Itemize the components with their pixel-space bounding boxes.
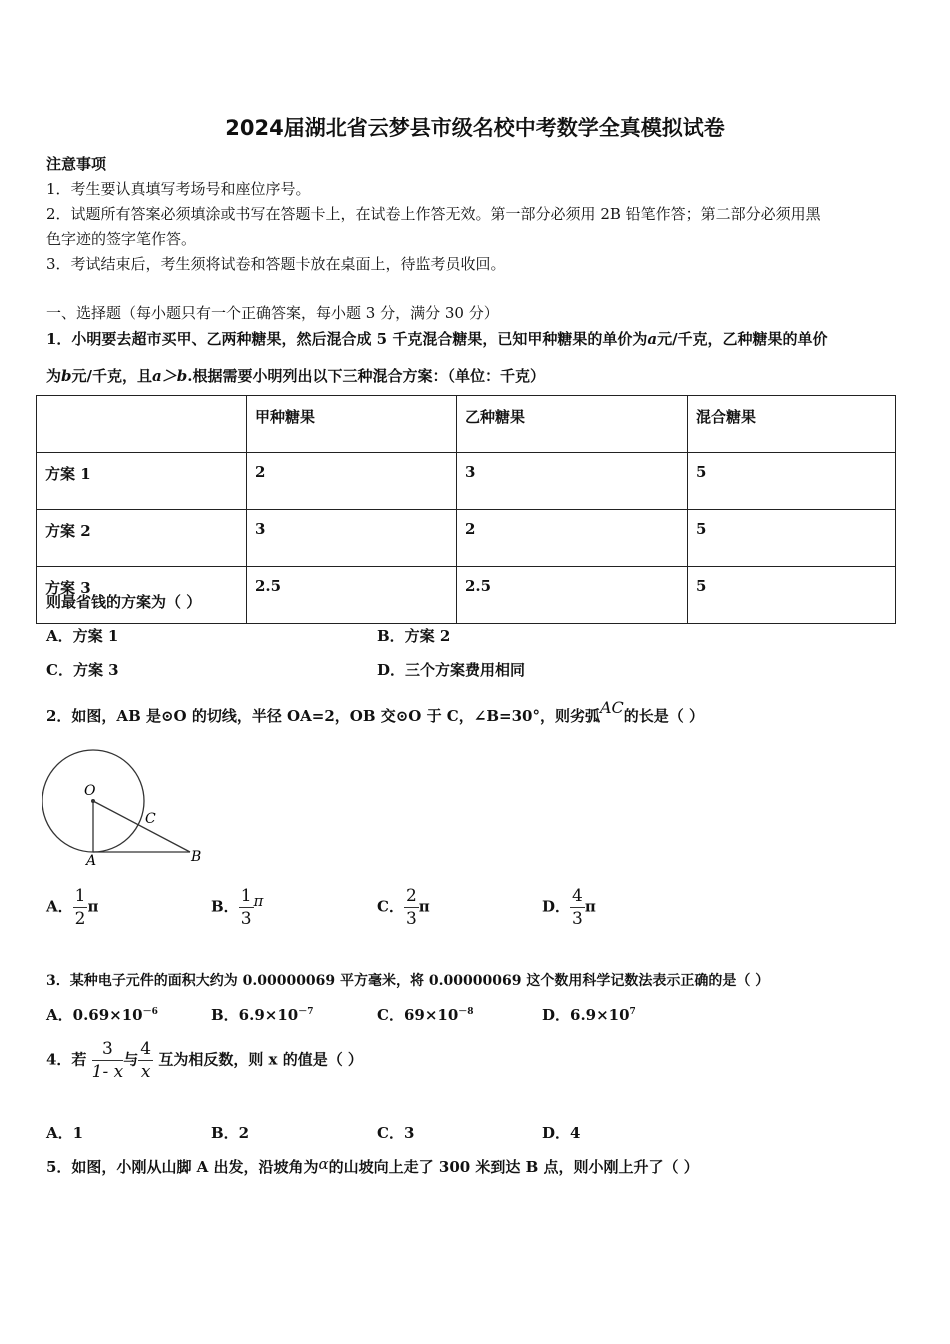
table-cell: 甲种糖果	[247, 396, 457, 453]
option-text: C．69×10	[377, 1006, 459, 1024]
table-cell: 5	[688, 510, 896, 567]
table-cell: 2.5	[457, 567, 688, 624]
fraction-4-over-x	[138, 1038, 153, 1083]
exponent: 7	[629, 1007, 636, 1017]
numerator: 1	[240, 886, 252, 906]
q1-line1	[46, 328, 828, 349]
q2-option-c[interactable]	[377, 885, 430, 930]
q4-prefix: 4．若	[46, 1050, 87, 1069]
q1-table	[36, 395, 896, 624]
table-cell: 方案 1	[37, 453, 247, 510]
denominator: x	[140, 1062, 151, 1082]
option-label: D．	[542, 897, 571, 916]
pi: π	[253, 891, 264, 910]
option-text: B．6.9×10	[211, 1006, 299, 1024]
q4-option-a[interactable]: A．1	[46, 1124, 84, 1142]
q1-prompt: 则最省钱的方案为（ ）	[46, 593, 202, 611]
q3-option-c[interactable]	[377, 1004, 474, 1025]
numerator: 4	[140, 1039, 152, 1059]
q4-option-c[interactable]: C．3	[377, 1124, 415, 1142]
table-header-row	[37, 396, 896, 453]
notice-item: 2．试题所有答案必须填涂或书写在答题卡上，在试卷上作答无效。第一部分必须用 2B 铅笔作答；第二部分必须用黑	[46, 205, 821, 223]
numerator: 1	[74, 886, 86, 906]
label-o: O	[84, 783, 96, 799]
option-label: B．	[211, 897, 239, 916]
option-text: A．0.69×10	[46, 1006, 143, 1024]
pi: π	[87, 897, 99, 916]
q1-text: .根据需要小明列出以下三种混合方案：（单位：千克）	[187, 367, 545, 385]
q4-mid: 与	[123, 1050, 139, 1069]
fraction	[239, 885, 254, 930]
option-b[interactable]: B．方案 2	[377, 627, 451, 645]
alpha-symbol: α	[318, 1155, 329, 1173]
page-title: 2024届湖北省云梦县市级名校中考数学全真模拟试卷	[225, 116, 725, 140]
table-cell: 2	[457, 510, 688, 567]
segment-ob	[93, 801, 190, 852]
option-a[interactable]: A．方案 1	[46, 627, 119, 645]
denominator: 3	[572, 909, 583, 929]
q5-text-b: 的山坡向上走了 300 米到达 B 点，则小刚上升了（ ）	[328, 1158, 699, 1176]
notice-item: 3．考试结束后，考生须将试卷和答题卡放在桌面上，待监考员收回。	[46, 255, 506, 273]
fraction-3-over-1-x	[92, 1038, 124, 1083]
notice-heading: 注意事项	[46, 155, 107, 173]
q2-text	[46, 698, 704, 726]
table-cell: 5	[688, 567, 896, 624]
q5-text	[46, 1156, 699, 1177]
table-cell: 混合糖果	[688, 396, 896, 453]
q1-text: 为	[46, 367, 62, 385]
table-cell: 3	[247, 510, 457, 567]
q3-option-b[interactable]	[211, 1004, 313, 1025]
var-b: b	[61, 367, 72, 385]
label-a: A	[86, 853, 97, 869]
arc-ac: AC	[599, 698, 624, 717]
q4-option-b[interactable]: B．2	[211, 1124, 250, 1142]
q1-text: 元/千克，乙种糖果的单价	[657, 330, 828, 348]
option-label: A．	[46, 897, 73, 916]
exponent: －7	[298, 1007, 314, 1017]
table-cell: 乙种糖果	[457, 396, 688, 453]
circle-tangent-figure	[42, 745, 207, 870]
exponent: －8	[458, 1007, 474, 1017]
fraction	[404, 885, 419, 930]
option-d[interactable]: D．三个方案费用相同	[377, 661, 526, 679]
table-cell: 2.5	[247, 567, 457, 624]
table-cell: 3	[457, 453, 688, 510]
table-cell: 方案 3	[37, 567, 247, 624]
table-row	[37, 510, 896, 567]
q3-option-a[interactable]	[46, 1004, 158, 1025]
q4-suffix: 互为相反数，则 x 的值是（ ）	[158, 1050, 363, 1069]
denominator: 3	[240, 909, 252, 929]
pi: π	[584, 897, 596, 916]
fraction	[570, 885, 585, 930]
pi: π	[418, 897, 430, 916]
q5-text-a: 5．如图，小刚从山脚 A 出发，沿坡角为	[46, 1158, 319, 1176]
notice-item: 1．考生要认真填写考场号和座位序号。	[46, 180, 311, 198]
option-text: D．6.9×10	[542, 1006, 630, 1024]
var-a: a	[647, 330, 658, 348]
table-cell: 方案 2	[37, 510, 247, 567]
denominator: 3	[405, 909, 417, 929]
q4-option-d[interactable]: D．4	[542, 1124, 581, 1142]
label-c: C	[145, 811, 156, 827]
q2-text-a: 2．如图，AB 是⊙O 的切线，半径 OA=2，OB 交⊙O 于 C，∠B=30°，则劣弧	[46, 707, 600, 725]
q1-line2	[46, 365, 545, 386]
q2-text-b: 的长是（ ）	[623, 707, 704, 725]
label-b: B	[191, 849, 202, 865]
table-cell: 2	[247, 453, 457, 510]
condition: a＞b	[152, 367, 188, 385]
q3-text: 3．某种电子元件的面积大约为 0.00000069 平方毫米，将 0.00000069 这个数用科学记数法表示正确的是（ ）	[46, 973, 770, 989]
q3-option-d[interactable]	[542, 1004, 636, 1025]
q1-text: 元/千克，且	[71, 367, 152, 385]
numerator: 3	[92, 1038, 124, 1061]
table-cell	[37, 396, 247, 453]
option-label: C．	[377, 897, 404, 916]
numerator: 2	[405, 886, 417, 906]
center-dot	[91, 799, 95, 803]
table-row	[37, 453, 896, 510]
table-cell: 5	[688, 453, 896, 510]
notice-item: 色字迹的签字笔作答。	[46, 230, 197, 248]
option-c[interactable]: C．方案 3	[46, 661, 119, 679]
q4-text	[46, 1038, 363, 1083]
denominator: 2	[74, 909, 86, 929]
q2-option-d[interactable]	[542, 885, 596, 930]
numerator: 4	[572, 886, 583, 906]
fraction	[73, 885, 88, 930]
q2-option-a[interactable]	[46, 885, 98, 930]
denominator: 1- x	[91, 1062, 124, 1082]
q1-text: 1．小明要去超市买甲、乙两种糖果，然后混合成 5 千克混合糖果，已知甲种糖果的单价为	[46, 330, 648, 348]
exponent: －6	[142, 1007, 158, 1017]
section-heading: 一、选择题（每小题只有一个正确答案，每小题 3 分，满分 30 分）	[46, 304, 499, 322]
q2-option-b[interactable]	[211, 885, 263, 930]
